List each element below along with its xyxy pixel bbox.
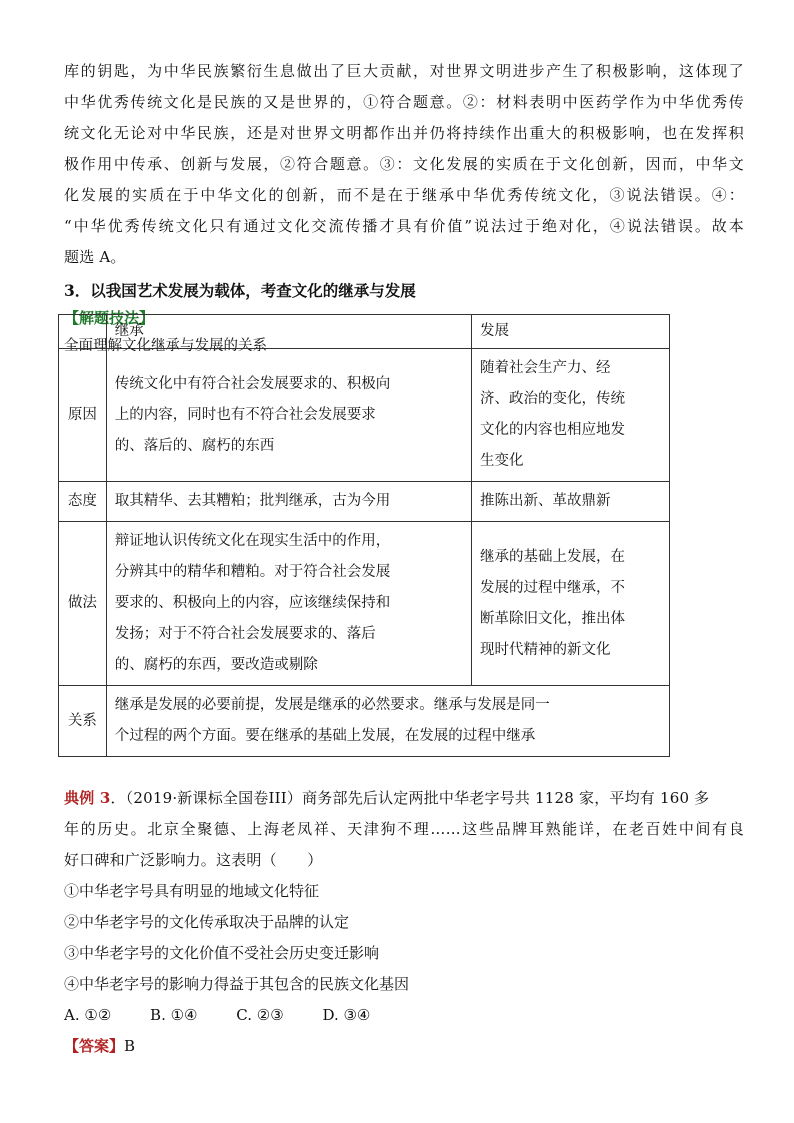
section-heading: 3．以我国艺术发展为载体，考查文化的继承与发展 [64, 281, 416, 300]
intro-line: 统文化无论对中华民族，还是对世界文明都作出并仍将持续作出重大的积极影响，也在发挥积 [64, 124, 744, 142]
choice-a: A. ①② [64, 1006, 112, 1024]
choice-d: D. ③④ [322, 1006, 371, 1024]
cell-line: 分辨其中的精华和糟粕。对于符合社会发展 [114, 564, 391, 580]
cell-line: 继承的基础上发展，在 [480, 548, 626, 565]
cell-line: 断革除旧文化，推出体 [480, 610, 626, 627]
choice-b: B. ①④ [150, 1006, 198, 1024]
cell-line: 济、政治的变化，传统 [480, 391, 626, 407]
table-header-cell [59, 315, 107, 349]
cell-line: 发展的过程中继承，不 [480, 579, 626, 596]
develop-cell [472, 349, 670, 482]
row-label: 原因 [59, 349, 107, 482]
intro-line: 库的钥匙，为中华民族繁衍生息做出了巨大贡献，对世界文明进步产生了积极影响，这体现了 [64, 62, 744, 80]
option-item: ④中华老字号的影响力得益于其包含的民族文化基因 [64, 975, 410, 993]
option-item: ③中华老字号的文化价值不受社会历史变迁影响 [64, 944, 380, 962]
cell-line: 推陈出新、革故鼎新 [480, 493, 611, 509]
table-row [59, 522, 670, 686]
answer-value: B [124, 1037, 136, 1055]
cell-line: 个过程的两个方面。要在继承的基础上发展，在发展的过程中继承 [114, 728, 536, 744]
develop-cell [472, 522, 670, 686]
row-label: 关系 [59, 686, 107, 757]
cell-line: 要求的、积极向上的内容，应该继续保持和 [114, 595, 391, 611]
answer-line [64, 1031, 744, 1062]
intro-line: 中华优秀传统文化是民族的又是世界的，①符合题意。②：材料表明中医药学作为中华优秀传 [64, 93, 744, 111]
example-label: 典例 3 [64, 789, 111, 807]
inherit-cell [106, 482, 471, 522]
table-row [59, 686, 670, 757]
develop-cell [472, 482, 670, 522]
table-header-row [59, 315, 670, 349]
cell-line: 的、落后的、腐朽的东西 [114, 437, 275, 454]
intro-line: 化发展的实质在于中华文化的创新，而不是在于继承中华优秀传统文化，③说法错误。④： [64, 186, 744, 204]
cell-line: 辩证地认识传统文化在现实生活中的作用， [114, 533, 391, 549]
cell-line: 随着社会生产力、经 [480, 360, 611, 376]
example-text: ．（2019·新课标全国卷III）商务部先后认定两批中华老字号共 1128 家，平均有 160 多 [110, 789, 710, 807]
technique-tag: 【解题技法】 [64, 309, 155, 327]
answer-label: 【答案】 [64, 1037, 125, 1055]
option-item: ①中华老字号具有明显的地域文化特征 [64, 882, 320, 900]
row-label: 态度 [59, 482, 107, 522]
choice-c: C. ②③ [236, 1006, 284, 1024]
inherit-cell [106, 522, 471, 686]
example-line: 年的历史。北京全聚德、上海老凤祥、天津狗不理……这些品牌耳熟能详，在老百姓中间有良 [64, 820, 744, 838]
example-line: 好口碑和广泛影响力。这表明（ ） [64, 851, 323, 869]
inherit-cell [106, 349, 471, 482]
cell-line: 传统文化中有符合社会发展要求的、积极向 [114, 375, 391, 392]
cell-line: 文化的内容也相应地发 [480, 422, 626, 438]
table-row [59, 482, 670, 522]
table-row [59, 349, 670, 482]
cell-line: 现时代精神的新文化 [480, 641, 611, 658]
cell-line: 生变化 [480, 453, 524, 469]
cell-line: 上的内容，同时也有不符合社会发展要求 [114, 406, 376, 423]
intro-line: 题选 A。 [64, 248, 126, 266]
table-header-cell: 继承 [106, 315, 471, 349]
intro-line: 极作用中传承、创新与发展，②符合题意。③：文化发展的实质在于文化创新，因而，中华文 [64, 155, 744, 173]
inherit-develop-table [58, 314, 670, 757]
example-stem [64, 783, 744, 876]
relation-cell [106, 686, 669, 757]
example-block [64, 783, 744, 1062]
cell-line: 发扬；对于不符合社会发展要求的、落后 [114, 626, 376, 642]
option-item: ②中华老字号的文化传承取决于品牌的认定 [64, 913, 350, 931]
row-label: 做法 [59, 522, 107, 686]
cell-line: 的、腐朽的东西，要改造或剔除 [114, 657, 318, 673]
cell-line: 取其精华、去其糟粕；批判继承，古为今用 [114, 493, 391, 509]
intro-line: “中华优秀传统文化只有通过文化交流传播才具有价值”说法过于绝对化，④说法错误。故本 [64, 217, 744, 235]
table-header-cell: 发展 [472, 315, 670, 349]
choice-row [64, 1000, 744, 1031]
cell-line: 继承是发展的必要前提，发展是继承的必然要求。继承与发展是同一 [114, 697, 550, 713]
section-subtitle: 全面理解文化继承与发展的关系 [64, 338, 267, 354]
intro-paragraph [64, 56, 744, 273]
example-line [64, 783, 744, 814]
